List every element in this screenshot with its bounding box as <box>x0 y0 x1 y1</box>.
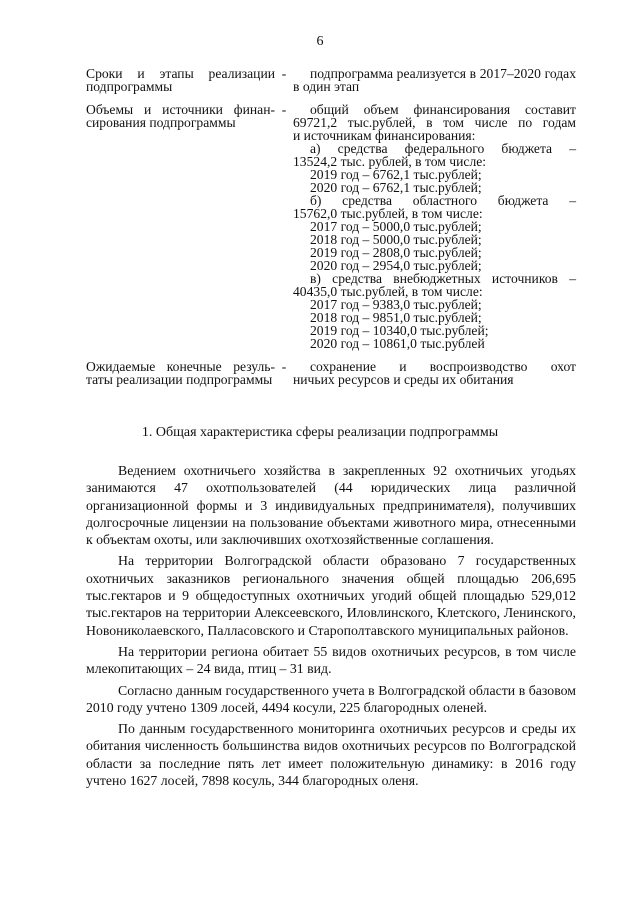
passport-value-line: общий объем финансирования составит <box>310 102 576 117</box>
passport-value-line: в) средства внебюджетных источников – <box>310 271 576 286</box>
passport-label: Объемы и источники финансирования подпрограммы <box>86 102 275 130</box>
passport-value-line: 15762,0 тыс.рублей, в том числе: <box>293 206 483 221</box>
passport-dash: - <box>281 102 287 117</box>
passport-value-line: 2019 год – 6762,1 тыс.рублей; <box>310 167 482 182</box>
passport-value-line: в один этап <box>293 79 360 94</box>
paragraph: Ведением охотничьего хозяйства в закрепленных 92 охотничьих угодьях занимаются 47 охотпользователей (44 юридических лица различной организационной формы и 3 индивидуальных предпринимателя), получивших долгосрочные лицензии на пользование объектами животного мира, отнесенными к объектам охоты, или заключивших охотхозяйственные соглашения. <box>86 463 576 548</box>
passport-value-line: 40435,0 тыс.рублей, в том числе: <box>293 284 483 299</box>
passport-table <box>86 67 576 396</box>
passport-value-line: 2018 год – 9851,0 тыс.рублей; <box>310 310 482 325</box>
passport-value-line: и источникам финансирования: <box>293 128 476 143</box>
passport-value-line: 2020 год – 2954,0 тыс.рублей; <box>310 258 482 273</box>
passport-value-line: 2019 год – 10340,0 тыс.рублей; <box>310 323 489 338</box>
passport-value-line: 2017 год – 5000,0 тыс.рублей; <box>310 219 482 234</box>
passport-dash: - <box>281 66 287 81</box>
passport-value-line: 2018 год – 5000,0 тыс.рублей; <box>310 232 482 247</box>
passport-row-timeline <box>86 67 576 93</box>
paragraph: По данным государственного мониторинга охотничьих ресурсов и среды их обитания численность большинства видов охотничьих ресурсов по Волгоградской области за последние пять лет имеет положительную динамику: в 2016 году учтено 1627 лосей, 7898 косуль, 344 благородных оленя. <box>86 721 576 789</box>
passport-value-line: 2020 год – 6762,1 тыс.рублей; <box>310 180 482 195</box>
passport-value-line: 2019 год – 2808,0 тыс.рублей; <box>310 245 482 260</box>
passport-value-line: 2017 год – 9383,0 тыс.рублей; <box>310 297 482 312</box>
passport-value <box>293 360 576 386</box>
passport-value-line: 13524,2 тыс. рублей, в том числе: <box>293 154 487 169</box>
passport-value-line: ничьих ресурсов и среды их обитания <box>293 372 514 387</box>
page-number: 6 <box>316 34 324 49</box>
passport-dash: - <box>281 359 287 374</box>
passport-label: Ожидаемые конечные результаты реализации подпрограммы <box>86 359 275 387</box>
paragraph: На территории региона обитает 55 видов охотничьих ресурсов, в том числе млекопитающих – 24 вида, птиц – 31 вид. <box>86 643 576 677</box>
passport-value-line: 2020 год – 10861,0 тыс.рублей <box>310 336 485 351</box>
passport-value-line: подпрограмма реализуется в 2017–2020 годах <box>310 66 576 81</box>
passport-value <box>293 103 576 350</box>
passport-value-line: сохранение и воспроизводство охот <box>310 359 576 374</box>
section-title: 1. Общая характеристика сферы реализации подпрограммы <box>141 425 499 440</box>
passport-row-results <box>86 360 576 386</box>
body-text <box>86 462 576 793</box>
paragraph: Согласно данным государственного учета в Волгоградской области в базовом 2010 году учтено 1309 лосей, 4494 косули, 225 благородных оленей. <box>86 682 576 715</box>
passport-value-line: б) средства областного бюджета – <box>310 193 576 208</box>
passport-value-line: а) средства федерального бюджета – <box>310 141 576 156</box>
passport-value <box>293 67 576 93</box>
passport-value-line: 69721,2 тыс.рублей, в том числе по годам <box>293 115 576 130</box>
paragraph: На территории Волгоградской области образовано 7 государственных охотничьих заказников регионального значения общей площадью 206,695 тыс.гектаров и 9 общедоступных охотничьих угодий общей площадью 529,012 тыс.гектаров на территории Алексеевского, Иловлинского, Клетского, Ленинского, Новониколаевского, Палласовского и Старополтавского муниципальных районов. <box>86 553 576 638</box>
passport-row-financing <box>86 103 576 350</box>
passport-label: Сроки и этапы реализации подпрограммы <box>86 66 275 94</box>
